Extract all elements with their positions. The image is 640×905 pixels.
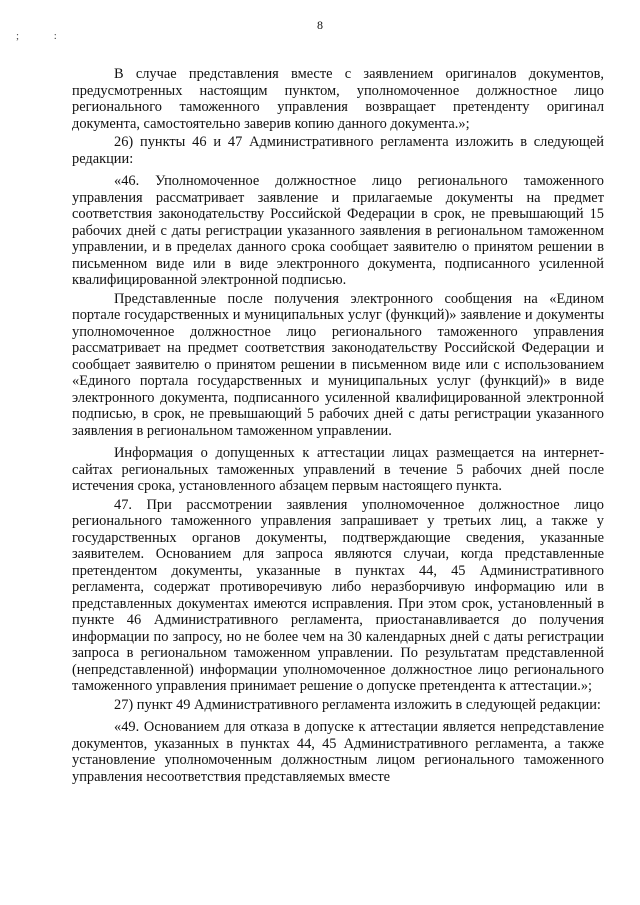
paragraph-item-27: 27) пункт 49 Административного регламента изложить в следующей редакции: [114,696,601,713]
page-number: 8 [317,18,323,32]
paragraph-attestation-info: Информация о допущенных к аттестации лицах размещается на интернет-сайтах региональных таможенных управлений в течение 5 рабочих дней после истечения срока, установленного абзацем первым настоящего пункта. [72,445,604,494]
paragraph-electronic-portal: Представленные после получения электронного сообщения на «Едином портале государственных и муниципальных услуг (функций)» заявление и документы уполномоченное должностное лицо регионального таможенного управления рассматривает на предмет соответствия законодательству Российской Федерации и сообщает заявителю о принятом решении в письменном виде или с использованием «Единого портала государственных и муниципальных услуг (функций)» в виде электронного документа, подписанного усиленной квалифицированной электронной подписью, в срок, не превышающий 5 рабочих дней с даты регистрации указанного заявления в региональном таможенном управлении. [72,290,604,439]
paragraph-clause-46: «46. Уполномоченное должностное лицо регионального таможенного управления рассматривает заявление и прилагаемые документы на предмет соответствия законодательству Российской Федерации в срок, не превышающий 15 рабочих дней с даты регистрации указанного заявления в региональном таможенном управлении, и в пределах данного срока сообщает заявителю о принятом решении в письменном виде или в виде электронного документа, подписанного усиленной квалифицированной электронной подписью. [72,173,604,288]
paragraph-originals-return: В случае представления вместе с заявлением оригиналов документов, предусмотренных настоящим пунктом, уполномоченное должностное лицо регионального таможенного управления возвращает претенденту оригинал документа, самостоятельно заверив копию данного документа.»; [72,66,604,132]
paragraph-item-26: 26) пункты 46 и 47 Административного регламента изложить в следующей редакции: [72,134,604,167]
paragraph-clause-47: 47. При рассмотрении заявления уполномоченное должностное лицо регионального таможенного управления запрашивает у третьих лиц, а также у государственных органов документы, подтверждающие сведения, указанные заявителем. Основанием для запроса являются случаи, когда представленные претендентом документы, указанные в пунктах 44, 45 Административного регламента, содержат противоречивую либо неразборчивую информацию или в представленных документах имеются исправления. При этом срок, установленный в пункте 46 Административного регламента, приостанавливается до получения информации по запросу, но не более чем на 30 календарных дней с даты регистрации запроса в региональном таможенном управлении. По результатам представленной (непредставленной) информации уполномоченное должностное лицо регионального таможенного управления принимает решение о допуске претендента к аттестации.»; [72,496,604,694]
paragraph-clause-49: «49. Основанием для отказа в допуске к аттестации является непредставление документов, указанных в пунктах 44, 45 Административного регламента, а также установление уполномоченным должностным лицом регионального таможенного управления несоответствия представляемых вместе [72,719,604,785]
document-body [72,66,604,785]
scan-marks: ; : [16,30,73,42]
